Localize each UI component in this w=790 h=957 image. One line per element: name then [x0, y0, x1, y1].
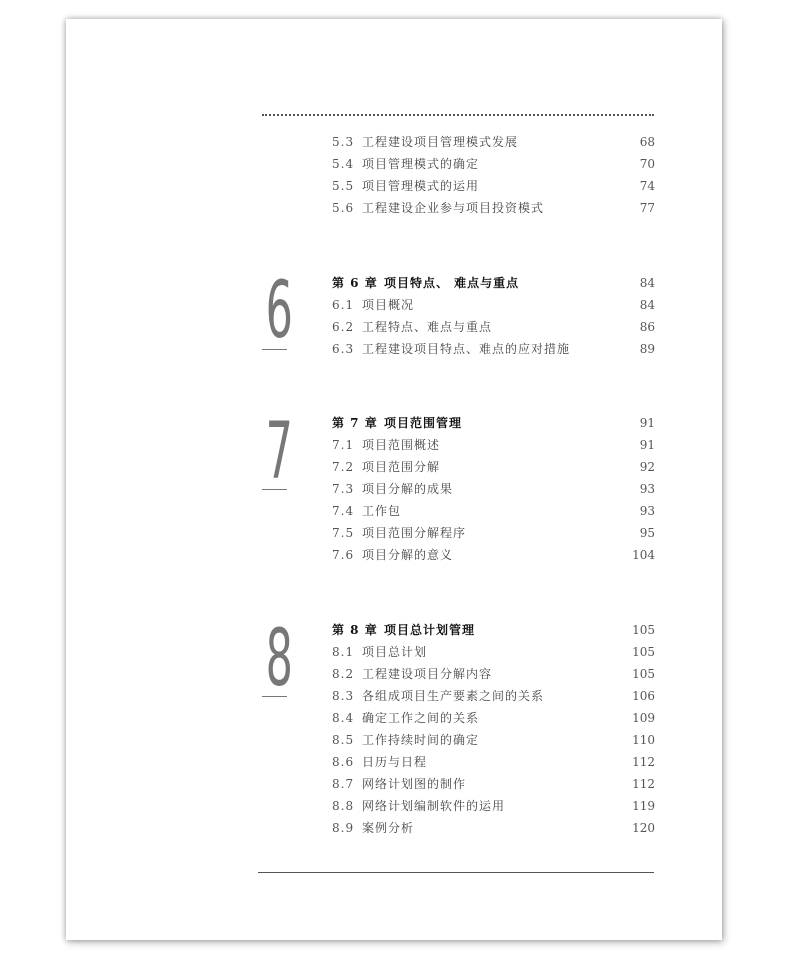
section-title: 网络计划编制软件的运用: [362, 799, 506, 813]
section-title: 项目范围分解程序: [362, 526, 467, 540]
chapter-title: 项目总计划管理: [384, 623, 476, 637]
toc-entry-7-1[interactable]: [332, 435, 655, 455]
section-title: 工作持续时间的确定: [362, 733, 480, 747]
chapter-7-underline: [262, 489, 287, 490]
chapter-title: 项目范围管理: [384, 416, 463, 430]
chapter-title: 项目特点、 难点与重点: [384, 276, 520, 290]
section-number: 8.1: [332, 645, 355, 659]
page-number: 91: [639, 416, 655, 430]
section-title: 项目总计划: [362, 645, 428, 659]
section-number: 7.3: [332, 482, 355, 496]
chapter-label: 第 8 章: [332, 623, 378, 637]
page-number: 119: [632, 799, 655, 813]
toc-entry-8-7[interactable]: [332, 774, 655, 794]
section-number: 8.3: [332, 689, 355, 703]
toc-entry-8-9[interactable]: [332, 818, 655, 838]
page-number: 89: [639, 342, 655, 356]
page-number: 105: [632, 623, 655, 637]
toc-entry-7-2[interactable]: [332, 457, 655, 477]
section-title: 项目管理模式的确定: [362, 157, 480, 171]
section-number: 6.1: [332, 298, 355, 312]
toc-entry-8-4[interactable]: [332, 708, 655, 728]
top-dotted-rule: [262, 114, 654, 116]
chapter-6-underline: [262, 349, 287, 350]
toc-entry-6-3[interactable]: [332, 339, 655, 359]
page-number: 105: [632, 645, 655, 659]
section-number: 8.5: [332, 733, 355, 747]
page-number: 74: [639, 179, 655, 193]
chapter-label: 第 7 章: [332, 416, 378, 430]
section-title: 工作包: [362, 504, 402, 518]
page-number: 112: [632, 755, 655, 769]
section-number: 8.6: [332, 755, 355, 769]
section-title: 工程建设项目管理模式发展: [362, 135, 519, 149]
toc-entry-8-2[interactable]: [332, 664, 655, 684]
section-number: 5.6: [332, 201, 355, 215]
section-number: 8.7: [332, 777, 355, 791]
toc-entry-5-5[interactable]: [332, 176, 655, 196]
toc-entry-7-4[interactable]: [332, 501, 655, 521]
section-title: 网络计划图的制作: [362, 777, 467, 791]
toc-chapter-7[interactable]: [332, 413, 655, 433]
page-number: 120: [632, 821, 655, 835]
chapter-8-big-number: 8: [265, 614, 293, 704]
chapter-7-big-number: 7: [265, 407, 293, 497]
section-number: 5.4: [332, 157, 355, 171]
page-number: 70: [639, 157, 655, 171]
page-number: 68: [639, 135, 655, 149]
section-number: 7.4: [332, 504, 355, 518]
toc-entry-6-1[interactable]: [332, 295, 655, 315]
toc-chapter-6[interactable]: [332, 273, 655, 293]
toc-entry-8-5[interactable]: [332, 730, 655, 750]
page-number: 109: [632, 711, 655, 725]
section-number: 8.4: [332, 711, 355, 725]
page-number: 92: [639, 460, 655, 474]
section-number: 8.8: [332, 799, 355, 813]
toc-entry-8-8[interactable]: [332, 796, 655, 816]
toc-entry-8-3[interactable]: [332, 686, 655, 706]
page-number: 84: [639, 276, 655, 290]
toc-entry-7-3[interactable]: [332, 479, 655, 499]
chapter-label: 第 6 章: [332, 276, 378, 290]
section-number: 8.2: [332, 667, 355, 681]
page-number: 112: [632, 777, 655, 791]
section-number: 8.9: [332, 821, 355, 835]
toc-entry-5-6[interactable]: [332, 198, 655, 218]
page-number: 106: [632, 689, 655, 703]
section-title: 案例分析: [362, 821, 415, 835]
page-number: 84: [639, 298, 655, 312]
page-number: 77: [639, 201, 655, 215]
toc-entry-7-6[interactable]: [332, 545, 655, 565]
page-number: 86: [639, 320, 655, 334]
section-number: 7.6: [332, 548, 355, 562]
section-title: 项目分解的成果: [362, 482, 454, 496]
page-number: 110: [632, 733, 655, 747]
page-number: 93: [639, 504, 655, 518]
section-title: 工程建设企业参与项目投资模式: [362, 201, 545, 215]
toc-entry-8-1[interactable]: [332, 642, 655, 662]
section-title: 项目管理模式的运用: [362, 179, 480, 193]
section-title: 各组成项目生产要素之间的关系: [362, 689, 545, 703]
toc-entry-5-3[interactable]: [332, 132, 655, 152]
section-title: 日历与日程: [362, 755, 428, 769]
section-number: 7.5: [332, 526, 355, 540]
section-title: 项目概况: [362, 298, 415, 312]
section-number: 7.1: [332, 438, 355, 452]
section-number: 5.5: [332, 179, 355, 193]
section-title: 确定工作之间的关系: [362, 711, 480, 725]
section-title: 工程建设项目分解内容: [362, 667, 493, 681]
toc-entry-8-6[interactable]: [332, 752, 655, 772]
page-number: 91: [639, 438, 655, 452]
chapter-8-underline: [262, 696, 287, 697]
toc-entry-6-2[interactable]: [332, 317, 655, 337]
section-number: 7.2: [332, 460, 355, 474]
bottom-rule: [258, 872, 654, 873]
page-number: 105: [632, 667, 655, 681]
section-number: 5.3: [332, 135, 355, 149]
section-number: 6.2: [332, 320, 355, 334]
chapter-6-big-number: 6: [265, 266, 293, 356]
toc-entry-7-5[interactable]: [332, 523, 655, 543]
section-number: 6.3: [332, 342, 355, 356]
page-number: 95: [639, 526, 655, 540]
section-title: 工程特点、难点与重点: [362, 320, 493, 334]
page-number: 93: [639, 482, 655, 496]
section-title: 项目分解的意义: [362, 548, 454, 562]
toc-entry-5-4[interactable]: [332, 154, 655, 174]
toc-chapter-8[interactable]: [332, 620, 655, 640]
page-number: 104: [632, 548, 655, 562]
section-title: 项目范围概述: [362, 438, 441, 452]
section-title: 工程建设项目特点、难点的应对措施: [362, 342, 571, 356]
section-title: 项目范围分解: [362, 460, 441, 474]
